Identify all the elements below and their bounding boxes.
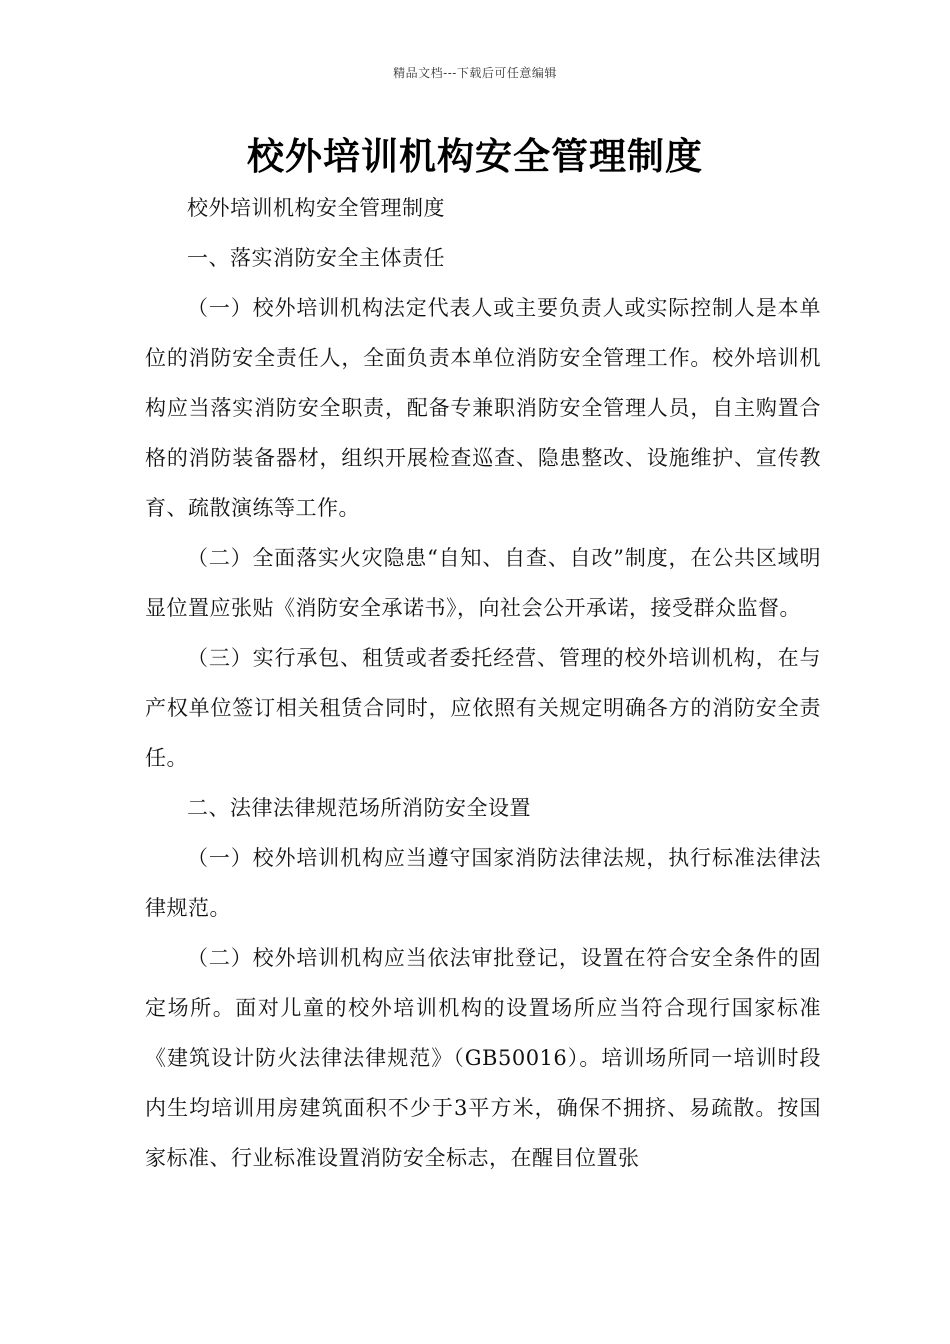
paragraph: （一）校外培训机构法定代表人或主要负责人或实际控制人是本单位的消防安全责任人，全面负责本单位消防安全管理工作。校外培训机构应当落实消防安全职责，配备专兼职消防安全管理人员，自主购置合格的消防装备器材，组织开展检查巡查、隐患整改、设施维护、宣传教育、疏散演练等工作。 — [145, 296, 821, 520]
paragraph: （三）实行承包、租赁或者委托经营、管理的校外培训机构，在与产权单位签订相关租赁合同时，应依照有关规定明确各方的消防安全责任。 — [145, 646, 821, 770]
paragraph: （二）校外培训机构应当依法审批登记，设置在符合安全条件的固定场所。面对儿童的校外培训机构的设置场所应当符合现行国家标准《建筑设计防火法律法律规范》（GB50016）。培训场所同一培训时段内生均培训用房建筑面积不少于3平方米，确保不拥挤、易疏散。按国家标准、行业标准设置消防安全标志，在醒目位置张 — [145, 946, 821, 1170]
document-body — [145, 183, 821, 1183]
paragraph: （二）全面落实火灾隐患“自知、自查、自改”制度，在公共区域明显位置应张贴《消防安全承诺书》，向社会公开承诺，接受群众监督。 — [145, 546, 821, 620]
page-header: 精品文档---下载后可任意编辑 — [393, 66, 557, 80]
document-title: 校外培训机构安全管理制度 — [247, 134, 703, 178]
section-heading-2: 二、法律法律规范场所消防安全设置 — [187, 796, 531, 820]
paragraph-subtitle: 校外培训机构安全管理制度 — [187, 196, 445, 220]
section-heading-1: 一、落实消防安全主体责任 — [187, 246, 445, 270]
paragraph: （一）校外培训机构应当遵守国家消防法律法规，执行标准法律法律规范。 — [145, 846, 821, 920]
